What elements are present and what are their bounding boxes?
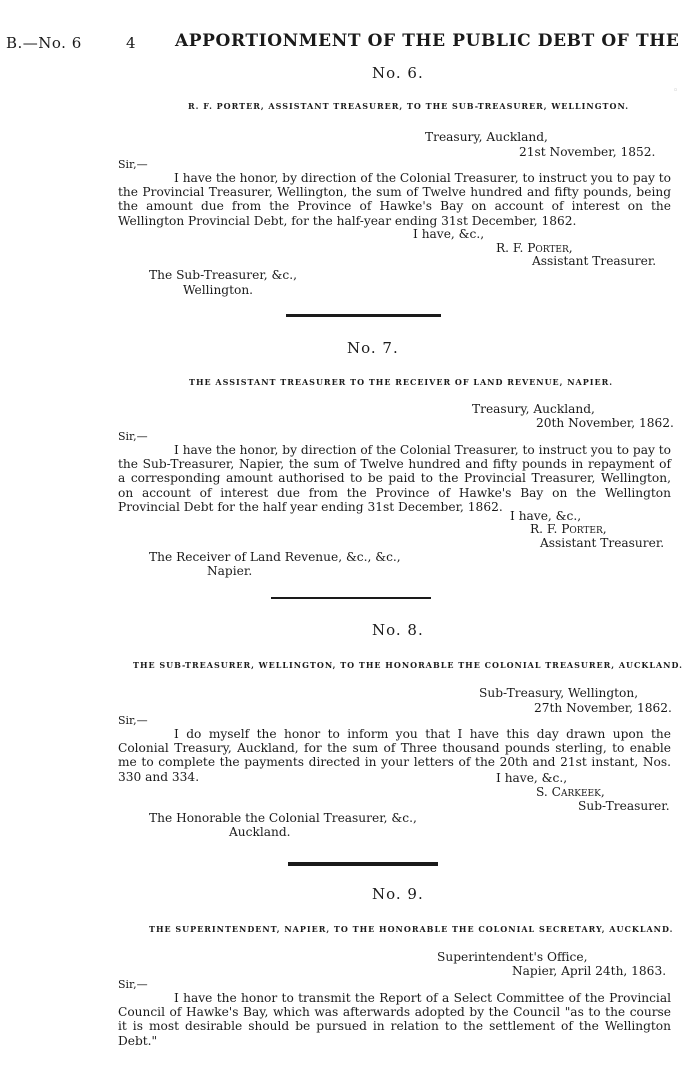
- letter-number: No. 7.: [347, 339, 399, 357]
- letter-number: No. 9.: [372, 885, 424, 903]
- letter-date: 21st November, 1852.: [519, 145, 656, 159]
- letter-place: Superintendent's Office,: [437, 950, 588, 964]
- letter-place: Treasury, Auckland,: [472, 402, 595, 416]
- letter-closing: I have, &c.,: [496, 771, 568, 785]
- letter-body: I do myself the honor to inform you that I have this day drawn upon the Colonial Treasury, Auckland, for the sum of Three thousand pounds sterling, to enable me to complete the payments directed in your letters of the 20th and 21st instant, Nos. 330 and 334.: [118, 727, 671, 784]
- letter-salutation: Sir,—: [118, 430, 148, 443]
- document-reference: B.—No. 6: [6, 34, 82, 52]
- page-number: 4: [126, 34, 136, 52]
- letter-body: I have the honor, by direction of the Colonial Treasurer, to instruct you to pay to the Provincial Treasurer, Wellington, the sum of Twelve hundred and fifty pounds, being the amount due from the Province of Hawke's Bay on account of interest on the Wellington Provincial Debt, for the half-year ending 31st December, 1862.: [118, 171, 671, 228]
- speck-mark: ◦: [673, 86, 679, 96]
- letter-number: No. 6.: [372, 64, 424, 82]
- section-divider: [288, 862, 438, 866]
- letter-heading: THE SUPERINTENDENT, NAPIER, TO THE HONORABLE THE COLONIAL SECRETARY, AUCKLAND.: [149, 924, 674, 934]
- letter-signer-title: Assistant Treasurer.: [532, 254, 657, 268]
- letter-signer: S. Carkeek,: [536, 785, 605, 799]
- letter-heading: THE SUB-TREASURER, WELLINGTON, TO THE HONORABLE THE COLONIAL TREASURER, AUCKLAND.: [133, 660, 683, 670]
- letter-signer: R. F. Porter,: [496, 241, 573, 255]
- letter-signer-title: Assistant Treasurer.: [540, 536, 665, 550]
- letter-closing: I have, &c.,: [413, 227, 485, 241]
- letter-body: I have the honor to transmit the Report of a Select Committee of the Provincial Council of Hawke's Bay, which was afterwards adopted by the Council "as to the course it is most desirable should be pursued in relation to the settlement of the Wellington Debt.": [118, 991, 671, 1048]
- letter-closing: I have, &c.,: [510, 509, 582, 523]
- letter-heading: THE ASSISTANT TREASURER TO THE RECEIVER OF LAND REVENUE, NAPIER.: [189, 377, 614, 387]
- letter-place: Sub-Treasury, Wellington,: [479, 686, 639, 700]
- letter-addressee: The Receiver of Land Revenue, &c., &c.,: [149, 550, 401, 564]
- letter-body: I have the honor, by direction of the Colonial Treasurer, to instruct you to pay to the Sub-Treasurer, Napier, the sum of Twelve hundred and fifty pounds in repayment of a corresponding amount authorised to be paid to the Provincial Treasurer, Wellington, on account of interest due from the Province of Hawke's Bay on the Wellington Provincial Debt for the half year ending 31st December, 1862.: [118, 443, 671, 514]
- letter-salutation: Sir,—: [118, 714, 148, 727]
- letter-date: 20th November, 1862.: [536, 416, 674, 430]
- letter-salutation: Sir,—: [118, 158, 148, 171]
- letter-addressee-place: Napier.: [207, 564, 253, 578]
- letter-signer: R. F. Porter,: [530, 522, 607, 536]
- letter-date: 27th November, 1862.: [534, 701, 672, 715]
- letter-addressee: The Sub-Treasurer, &c.,: [149, 268, 297, 282]
- letter-number: No. 8.: [372, 621, 424, 639]
- letter-addressee-place: Auckland.: [229, 825, 291, 839]
- letter-date: Napier, April 24th, 1863.: [512, 964, 667, 978]
- letter-signer-title: Sub-Treasurer.: [578, 799, 670, 813]
- letter-heading: R. F. PORTER, ASSISTANT TREASURER, TO THE SUB-TREASURER, WELLINGTON.: [188, 101, 630, 111]
- section-divider: [271, 597, 431, 599]
- letter-salutation: Sir,—: [118, 978, 148, 991]
- letter-place: Treasury, Auckland,: [425, 130, 548, 144]
- section-divider: [286, 314, 441, 317]
- letter-addressee: The Honorable the Colonial Treasurer, &c.,: [149, 811, 417, 825]
- letter-addressee-place: Wellington.: [183, 283, 254, 297]
- page-title: APPORTIONMENT OF THE PUBLIC DEBT OF THE: [175, 31, 680, 51]
